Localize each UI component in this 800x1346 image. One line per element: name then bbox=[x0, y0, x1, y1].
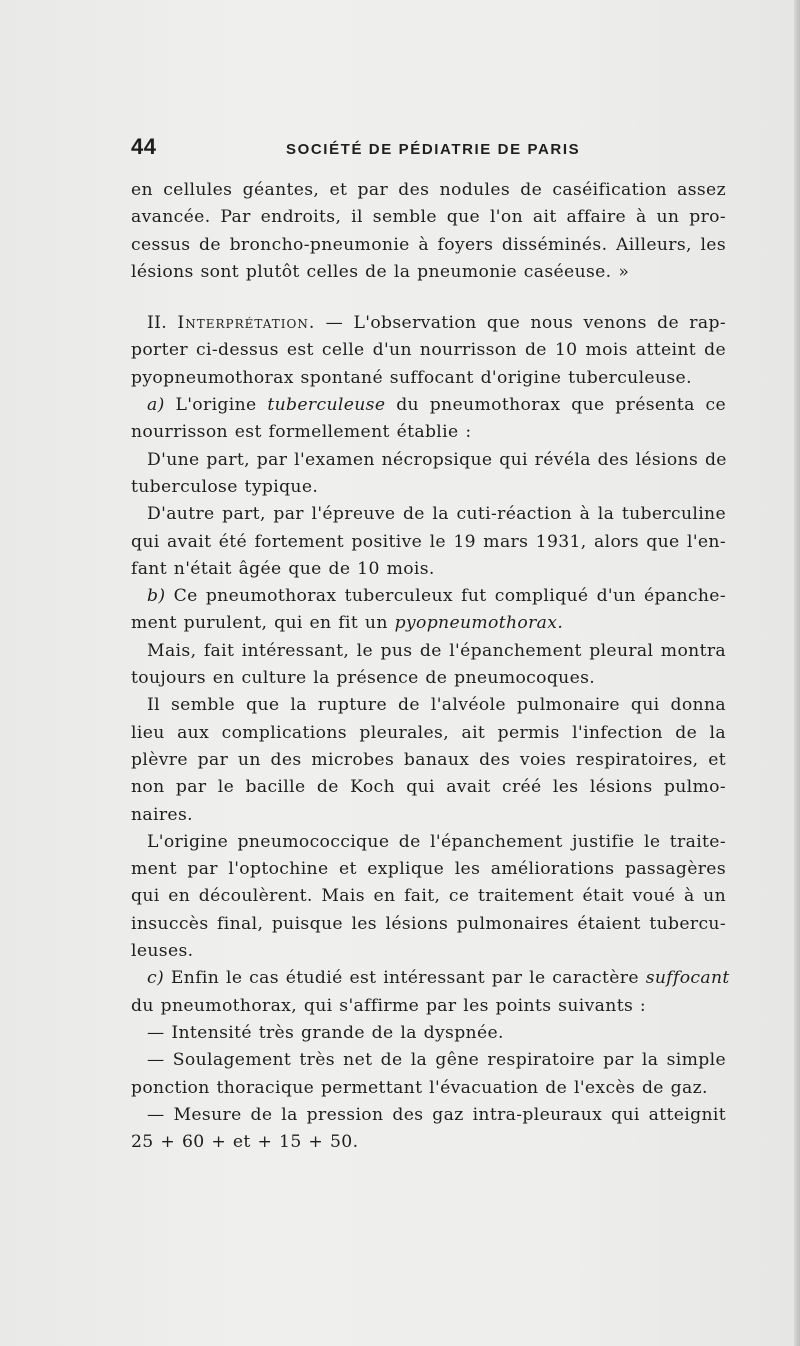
text-line: porter ci-dessus est celle d'un nourrisson de 10 mois atteint de bbox=[131, 340, 726, 361]
text-line: Il semble que la rupture de l'alvéole pulmonaire qui donna bbox=[147, 695, 726, 716]
text-fragment: ment purulent, qui en fit un bbox=[131, 613, 388, 634]
text-fragment: L'origine bbox=[175, 395, 257, 416]
emphasis: suffocant bbox=[645, 968, 730, 989]
section-heading: Interprétation. bbox=[177, 313, 316, 334]
page-edge-shadow bbox=[794, 0, 800, 1346]
emphasis: pyopneumothorax. bbox=[394, 613, 564, 634]
text-line: fant n'était âgée que de 10 mois. bbox=[131, 558, 435, 579]
running-head: SOCIÉTÉ DE PÉDIATRIE DE PARIS bbox=[286, 141, 581, 158]
dash-item: — Soulagement très net de la gêne respiratoire par la simple bbox=[147, 1050, 726, 1071]
text-line: L'origine pneumococcique de l'épanchement justifie le traite- bbox=[147, 831, 726, 852]
text-fragment: Ce pneumothorax tuberculeux fut compliqué d'un épanche- bbox=[173, 586, 726, 607]
text-line: 25 + 60 + et + 15 + 50. bbox=[131, 1132, 359, 1153]
text-line: Mais, fait intéressant, le pus de l'épanchement pleural montra bbox=[147, 640, 726, 661]
list-item-a bbox=[131, 392, 726, 419]
text-fragment: — L'observation que nous venons de rap- bbox=[325, 313, 726, 334]
page-number: 44 bbox=[131, 134, 157, 159]
text-fragment: Enfin le cas étudié est intéressant par le caractère bbox=[170, 968, 639, 989]
text-line: en cellules géantes, et par des nodules de caséification assez bbox=[131, 180, 726, 200]
text-line: qui en découlèrent. Mais en fait, ce traitement était voué à un bbox=[131, 886, 726, 907]
item-marker: a) bbox=[147, 395, 165, 416]
list-item-b bbox=[131, 583, 726, 610]
text-line: insuccès final, puisque les lésions pulmonaires étaient tubercu- bbox=[131, 913, 726, 934]
section-number: II. bbox=[147, 313, 168, 334]
item-marker: b) bbox=[147, 586, 166, 607]
text-line: cessus de broncho-pneumonie à foyers disséminés. Ailleurs, les bbox=[131, 234, 726, 255]
text-line: non par le bacille de Koch qui avait créé les lésions pulmo- bbox=[131, 777, 726, 798]
text-line: D'une part, par l'examen nécropsique qui révéla des lésions de bbox=[147, 449, 727, 470]
text-line: lieu aux complications pleurales, ait permis l'infection de la bbox=[131, 722, 726, 743]
text-line: du pneumothorax, qui s'affirme par les points suivants : bbox=[131, 995, 647, 1016]
text-fragment: du pneumothorax que présenta ce bbox=[396, 395, 726, 416]
text-line: leuses. bbox=[131, 941, 194, 962]
text-line: toujours en culture la présence de pneumocoques. bbox=[131, 668, 596, 689]
paragraph-gap bbox=[131, 286, 726, 310]
text-line: nourrisson est formellement établie : bbox=[131, 422, 472, 443]
text-line: qui avait été fortement positive le 19 mars 1931, alors que l'en- bbox=[131, 531, 726, 552]
item-marker: c) bbox=[147, 968, 165, 989]
text-line: D'autre part, par l'épreuve de la cuti-réaction à la tuberculine bbox=[147, 504, 726, 525]
text-line bbox=[131, 610, 726, 637]
page-header bbox=[131, 134, 731, 164]
text-line: pyopneumothorax spontané suffocant d'origine tuberculeuse. bbox=[131, 367, 692, 388]
text-line: avancée. Par endroits, il semble que l'on ait affaire à un pro- bbox=[131, 207, 726, 228]
text-line: lésions sont plutôt celles de la pneumonie caséeuse. » bbox=[131, 261, 630, 282]
dash-item: — Intensité très grande de la dyspnée. bbox=[147, 1022, 504, 1043]
body-text bbox=[131, 177, 730, 1156]
text-line: tuberculose typique. bbox=[131, 476, 319, 497]
text-line: naires. bbox=[131, 804, 193, 825]
list-item-c bbox=[131, 965, 730, 992]
text-line: ment par l'optochine et explique les améliorations passagères bbox=[131, 859, 726, 880]
dash-item: — Mesure de la pression des gaz intra-pleuraux qui atteignit bbox=[147, 1104, 726, 1125]
text-line: plèvre par un des microbes banaux des voies respiratoires, et bbox=[131, 749, 726, 770]
text-line: ponction thoracique permettant l'évacuation de l'excès de gaz. bbox=[131, 1077, 708, 1098]
section-heading-line bbox=[131, 310, 726, 337]
emphasis: tuberculeuse bbox=[267, 395, 386, 416]
